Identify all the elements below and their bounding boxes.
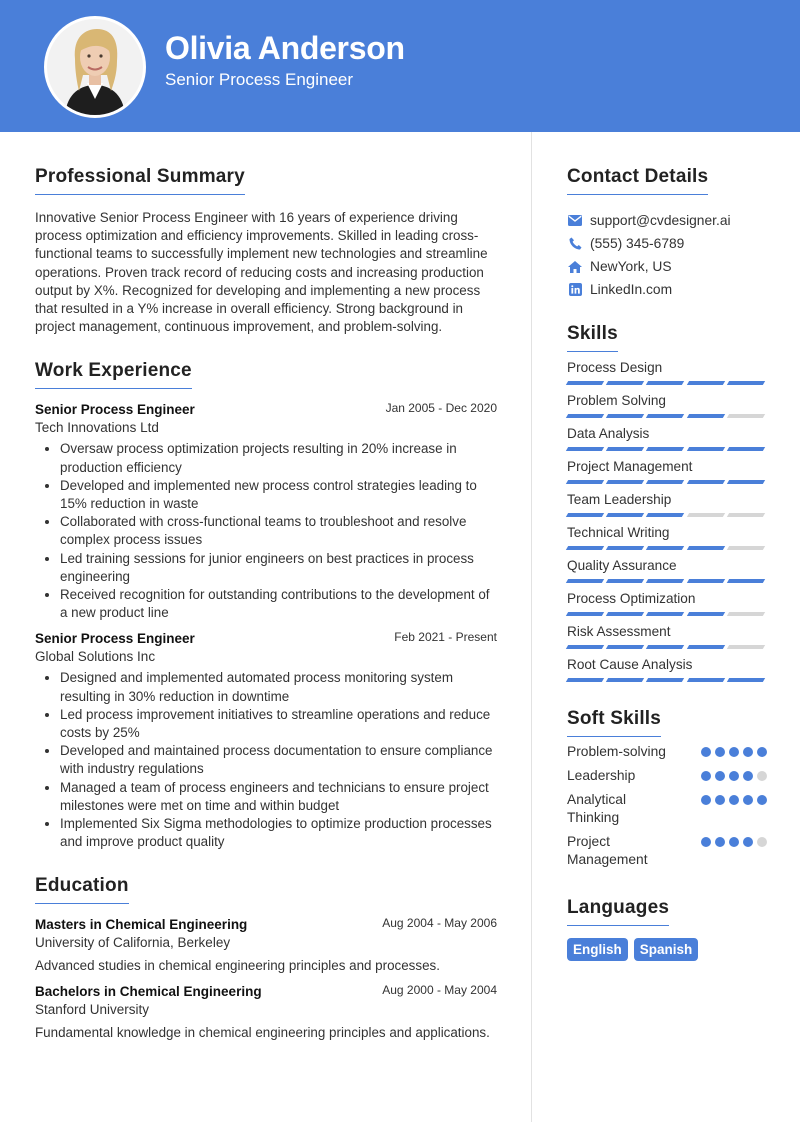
job-header xyxy=(35,630,497,648)
skill-level-segment xyxy=(606,645,645,649)
skill-level-segment xyxy=(646,645,685,649)
education-date: Aug 2000 - May 2004 xyxy=(382,983,497,998)
skill-item xyxy=(567,657,767,682)
skill-level-bar xyxy=(567,513,764,517)
soft-skill-name: Leadership xyxy=(567,768,636,783)
job-bullet: • Developed and maintained process documentation to ensure compliance with industry regulations xyxy=(60,742,497,778)
skill-level-segment xyxy=(686,579,725,583)
rating-dot xyxy=(743,837,753,847)
contact-email-text: support@cvdesigner.ai xyxy=(590,213,731,228)
rating-dot xyxy=(715,837,725,847)
skill-level-bar xyxy=(567,612,764,616)
rating-dot xyxy=(701,795,711,805)
column-divider xyxy=(531,132,532,1122)
rating-dot xyxy=(715,747,725,757)
job-company: Global Solutions Inc xyxy=(35,649,156,665)
skill-name: Data Analysis xyxy=(567,426,650,441)
experience-section xyxy=(35,360,497,851)
job-bullet: • Developed and implemented new process control strategies leading to 15% reduction in waste xyxy=(60,477,497,513)
skill-level-segment xyxy=(727,645,766,649)
skill-level-segment xyxy=(727,381,766,385)
skill-level-segment xyxy=(686,678,725,682)
job-bullet: • Collaborated with cross-functional teams to troubleshoot and resolve complex process issues xyxy=(60,513,497,549)
languages-section xyxy=(567,897,767,961)
job-bullets xyxy=(35,440,497,622)
skill-item xyxy=(567,558,767,583)
rating-dot xyxy=(715,771,725,781)
skill-level-segment xyxy=(566,579,605,583)
skill-level-segment xyxy=(727,480,766,484)
skill-level-segment xyxy=(566,645,605,649)
skill-level-bar xyxy=(567,414,764,418)
job-company: Tech Innovations Ltd xyxy=(35,420,159,436)
skill-level-segment xyxy=(686,414,725,418)
candidate-title: Senior Process Engineer xyxy=(165,70,354,89)
skill-level-segment xyxy=(646,447,685,451)
skill-level-segment xyxy=(566,678,605,682)
contact-section xyxy=(567,166,767,301)
skill-level-bar xyxy=(567,381,764,385)
education-section xyxy=(35,875,497,1042)
skill-level-segment xyxy=(646,381,685,385)
rating-dot xyxy=(757,837,767,847)
summary-heading: Professional Summary xyxy=(35,166,245,195)
skill-item xyxy=(567,525,767,550)
skill-level-segment xyxy=(686,447,725,451)
soft-skill-item xyxy=(567,791,767,827)
skill-name: Problem Solving xyxy=(567,393,666,408)
skill-level-segment xyxy=(727,447,766,451)
skill-name: Technical Writing xyxy=(567,525,670,540)
job-date: Jan 2005 - Dec 2020 xyxy=(385,401,497,416)
skill-name: Process Optimization xyxy=(567,591,696,606)
soft-skill-rating xyxy=(701,837,767,847)
job-bullet: • Received recognition for outstanding contributions to the development of a new product line xyxy=(60,586,497,622)
languages-heading: Languages xyxy=(567,897,669,926)
skill-name: Team Leadership xyxy=(567,492,672,507)
skill-level-bar xyxy=(567,447,764,451)
skill-level-segment xyxy=(606,612,645,616)
skill-level-segment xyxy=(566,414,605,418)
education-entry xyxy=(35,916,497,975)
contact-email[interactable] xyxy=(567,209,767,232)
skill-level-segment xyxy=(727,678,766,682)
skill-level-segment xyxy=(727,579,766,583)
soft-skill-rating xyxy=(701,771,767,781)
skill-level-segment xyxy=(646,579,685,583)
skill-level-segment xyxy=(566,513,605,517)
job-bullet: • Led training sessions for junior engineers on best practices in process engineering xyxy=(60,550,497,586)
experience-heading: Work Experience xyxy=(35,360,192,389)
skill-level-segment xyxy=(686,612,725,616)
job-entry xyxy=(35,401,497,622)
skill-level-segment xyxy=(646,480,685,484)
skill-item xyxy=(567,426,767,451)
rating-dot xyxy=(701,747,711,757)
skill-level-bar xyxy=(567,579,764,583)
soft-skill-name: Project Management xyxy=(567,834,648,867)
skill-name: Risk Assessment xyxy=(567,624,671,639)
skill-level-segment xyxy=(686,480,725,484)
skill-level-segment xyxy=(606,414,645,418)
rating-dot xyxy=(743,795,753,805)
job-bullets xyxy=(35,669,497,851)
soft-skills-section xyxy=(567,708,767,869)
rating-dot xyxy=(757,747,767,757)
skill-level-segment xyxy=(646,678,685,682)
job-date: Feb 2021 - Present xyxy=(394,630,497,645)
skill-level-segment xyxy=(686,546,725,550)
education-school: University of California, Berkeley xyxy=(35,935,231,951)
skill-name: Quality Assurance xyxy=(567,558,677,573)
home-icon xyxy=(567,259,583,275)
contact-phone[interactable] xyxy=(567,232,767,255)
soft-skill-item xyxy=(567,833,767,869)
education-entry xyxy=(35,983,497,1042)
skill-name: Project Management xyxy=(567,459,693,474)
candidate-name: Olivia Anderson xyxy=(165,30,405,66)
skill-level-segment xyxy=(566,480,605,484)
rating-dot xyxy=(743,771,753,781)
soft-skill-item xyxy=(567,743,767,761)
skill-level-segment xyxy=(606,513,645,517)
rating-dot xyxy=(729,771,739,781)
soft-skills-list xyxy=(567,743,767,869)
rating-dot xyxy=(729,837,739,847)
skill-level-segment xyxy=(606,579,645,583)
rating-dot xyxy=(757,771,767,781)
education-school: Stanford University xyxy=(35,1002,150,1018)
job-entry xyxy=(35,630,497,851)
education-header xyxy=(35,983,497,1001)
skill-level-segment xyxy=(686,645,725,649)
sidebar-column xyxy=(567,166,767,985)
skill-item xyxy=(567,624,767,649)
skill-level-bar xyxy=(567,645,764,649)
job-bullet: • Designed and implemented automated process monitoring system resulting in 30% reduction in downtime xyxy=(60,669,497,705)
skill-level-segment xyxy=(606,480,645,484)
skill-level-bar xyxy=(567,480,764,484)
skill-level-bar xyxy=(567,546,764,550)
skill-level-segment xyxy=(646,612,685,616)
skill-level-segment xyxy=(727,513,766,517)
skill-name: Process Design xyxy=(567,360,663,375)
skill-level-segment xyxy=(646,546,685,550)
contact-location-text: NewYork, US xyxy=(590,259,672,274)
profile-photo xyxy=(44,16,146,118)
summary-text: Innovative Senior Process Engineer with 16 years of experience driving process optimization and efficiency improvements. Skilled in leading cross-functional teams to successfully implement new technologies and streamline operations. Proven track record of reducing costs and increasing production output by X%. Recognized for developing and implementing a new process that resulted in a Y% increase in overall efficiency. Strong background in project management, continuous improvement, and problem-solving. xyxy=(35,210,488,335)
main-column xyxy=(35,166,497,1066)
job-role: Senior Process Engineer xyxy=(35,402,195,418)
soft-skills-heading: Soft Skills xyxy=(567,708,661,737)
skill-level-segment xyxy=(646,513,685,517)
skill-level-segment xyxy=(566,546,605,550)
rating-dot xyxy=(715,795,725,805)
rating-dot xyxy=(729,795,739,805)
skill-name: Root Cause Analysis xyxy=(567,657,693,672)
skill-level-segment xyxy=(566,612,605,616)
skill-level-bar xyxy=(567,678,764,682)
soft-skill-name: Analytical Thinking xyxy=(567,792,627,825)
skill-level-segment xyxy=(566,447,605,451)
envelope-icon xyxy=(567,213,583,229)
skill-item xyxy=(567,492,767,517)
skill-level-segment xyxy=(606,678,645,682)
skills-section xyxy=(567,323,767,682)
skill-level-segment xyxy=(566,381,605,385)
job-header xyxy=(35,401,497,419)
rating-dot xyxy=(701,771,711,781)
rating-dot xyxy=(757,795,767,805)
skill-item xyxy=(567,591,767,616)
skill-level-segment xyxy=(727,546,766,550)
job-bullet: • Oversaw process optimization projects resulting in 20% increase in production efficiency xyxy=(60,440,497,476)
rating-dot xyxy=(729,747,739,757)
soft-skill-rating xyxy=(701,795,767,805)
skill-level-segment xyxy=(686,381,725,385)
skill-level-segment xyxy=(606,546,645,550)
skill-level-segment xyxy=(727,414,766,418)
skill-level-segment xyxy=(606,447,645,451)
skills-heading: Skills xyxy=(567,323,618,352)
contact-linkedin[interactable] xyxy=(567,278,767,301)
linkedin-icon xyxy=(567,282,583,298)
education-date: Aug 2004 - May 2006 xyxy=(382,916,497,931)
education-degree: Bachelors in Chemical Engineering xyxy=(35,984,262,1000)
person-portrait-icon xyxy=(47,19,143,115)
language-tag: Spanish xyxy=(634,938,699,961)
languages-list xyxy=(567,938,767,961)
skill-item xyxy=(567,393,767,418)
job-bullet: • Managed a team of process engineers and technicians to ensure project milestones were met on time and within budget xyxy=(60,779,497,815)
skill-item xyxy=(567,360,767,385)
rating-dot xyxy=(743,747,753,757)
contact-linkedin-text: LinkedIn.com xyxy=(590,282,673,297)
education-heading: Education xyxy=(35,875,129,904)
phone-icon xyxy=(567,236,583,252)
job-bullet: • Led process improvement initiatives to streamline operations and reduce costs by 25% xyxy=(60,706,497,742)
summary-section xyxy=(35,166,497,336)
education-header xyxy=(35,916,497,934)
skill-level-segment xyxy=(727,612,766,616)
soft-skill-item xyxy=(567,767,767,785)
skill-item xyxy=(567,459,767,484)
language-tag: English xyxy=(567,938,628,961)
header-banner xyxy=(0,0,800,132)
soft-skill-name: Problem-solving xyxy=(567,744,666,759)
job-bullet: • Implemented Six Sigma methodologies to optimize production processes and improve product quality xyxy=(60,815,497,851)
rating-dot xyxy=(701,837,711,847)
skill-level-segment xyxy=(686,513,725,517)
education-description: Fundamental knowledge in chemical engineering principles and applications. xyxy=(35,1025,490,1041)
skills-list xyxy=(567,360,767,682)
job-role: Senior Process Engineer xyxy=(35,631,195,647)
skill-level-segment xyxy=(646,414,685,418)
education-description: Advanced studies in chemical engineering principles and processes. xyxy=(35,958,440,974)
contact-heading: Contact Details xyxy=(567,166,708,195)
contact-phone-text: (555) 345-6789 xyxy=(590,236,685,251)
education-degree: Masters in Chemical Engineering xyxy=(35,917,248,933)
contact-list xyxy=(567,209,767,301)
skill-level-segment xyxy=(606,381,645,385)
contact-location xyxy=(567,255,767,278)
soft-skill-rating xyxy=(701,747,767,757)
